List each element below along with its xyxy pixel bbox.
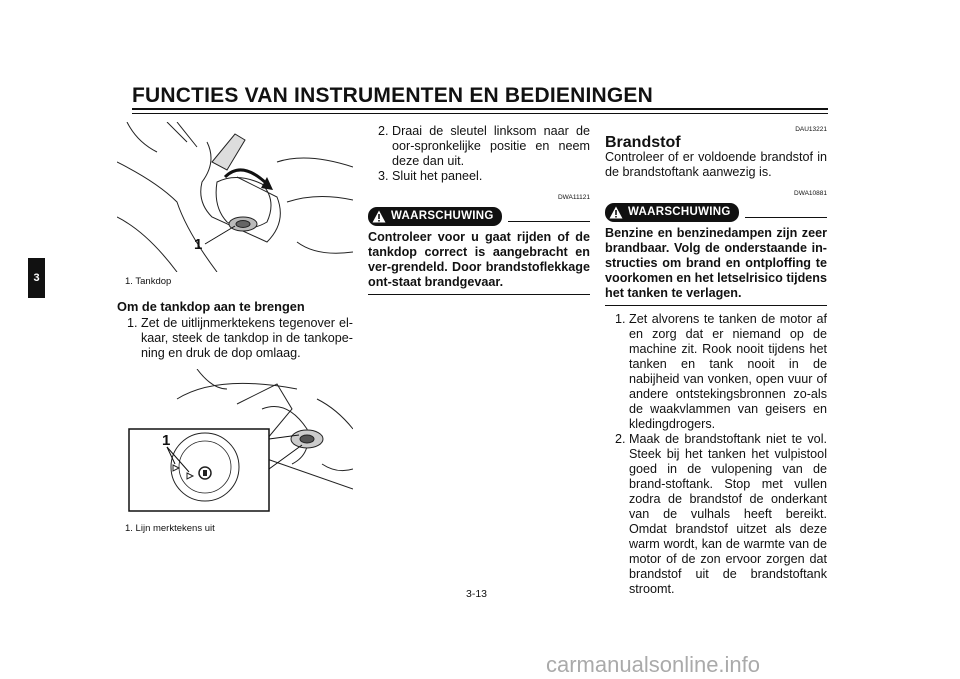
warning-text: Controleer voor u gaat rijden of de tankdop correct is aangebracht en ver-grendeld. Door brandstoflekkage ont-staat brandgevaar. xyxy=(368,230,590,295)
intro-text: Controleer of er voldoende brandstof in de brandstoftank aanwezig is. xyxy=(605,150,827,179)
step-text: Draai de sleutel linksom naar de oor-spronkelijke positie en neem deze dan uit. xyxy=(392,124,590,168)
title-rule-thin xyxy=(132,113,828,114)
title-rule xyxy=(132,108,828,110)
figure1-callout: 1 xyxy=(194,236,203,253)
warning-text: Benzine en benzinedampen zijn zeer brandbaar. Volg de onderstaande in-structies om brand en ontploffing te voorkomen en het letselrisico tijdens het tanken te verlagen. xyxy=(605,226,827,306)
warning-triangle-icon xyxy=(609,206,623,219)
column-middle xyxy=(368,122,590,295)
warning-triangle-icon xyxy=(372,210,386,223)
page-title: FUNCTIES VAN INSTRUMENTEN EN BEDIENINGEN xyxy=(132,84,653,107)
warning-label: WAARSCHUWING xyxy=(628,206,731,218)
step-number: 1. xyxy=(615,312,626,326)
step-item xyxy=(368,124,590,169)
column-right xyxy=(605,122,827,597)
warning-rule xyxy=(508,221,590,222)
warning-header xyxy=(368,207,590,226)
alignment-marks-illustration xyxy=(117,369,353,519)
step-number: 2. xyxy=(378,124,389,138)
steps-list-middle xyxy=(368,124,590,184)
column-left xyxy=(117,122,353,536)
figure2-caption: 1. Lijn merktekens uit xyxy=(125,523,215,534)
warning-header xyxy=(605,203,827,222)
steps-list-left xyxy=(117,316,353,361)
step-number: 1. xyxy=(127,316,138,330)
step-item xyxy=(605,312,827,432)
warning-label: WAARSCHUWING xyxy=(391,210,494,222)
figure2-callout: 1 xyxy=(162,432,171,449)
warning-code: DWA11121 xyxy=(557,194,590,201)
step-item xyxy=(368,169,590,184)
steps-list-right xyxy=(605,312,827,597)
step-text: Zet de uitlijnmerktekens tegenover el-kaar, steek de tankdop in de tankope-ning en druk de dop omlaag. xyxy=(141,316,353,360)
page-number: 3-13 xyxy=(466,588,488,600)
step-text: Sluit het paneel. xyxy=(392,169,483,183)
step-number: 2. xyxy=(615,432,626,446)
warning-rule xyxy=(745,217,827,218)
step-number: 3. xyxy=(378,169,389,183)
step-text: Zet alvorens te tanken de motor af en zorg dat er niemand op de machine zit. Rook nooit tijdens het tanken en tank nooit in de nabijheid van vonken, open vuur of andere ontstekingsbronnen zo-als de waakvlammen van geisers en kledingdrogers. xyxy=(629,312,827,431)
subheading-install-cap: Om de tankdop aan te brengen xyxy=(117,299,305,314)
figure-tank-cap xyxy=(117,122,353,272)
warning-code: DWA10881 xyxy=(794,190,827,197)
step-item xyxy=(605,432,827,597)
section-title: Brandstof xyxy=(605,134,681,151)
step-text: Maak de brandstoftank niet te vol. Steek bij het tanken het vulpistool goed in de vulopening van de brand-stoftank. Stop met vullen zodra de brandstof de onderkant van de vulhals heeft bereikt. Omdat brandstof uitzet als deze warm wordt, kan de warmte van de motor of de zon ervoor zorgen dat brandstof uit de brandstoftank stroomt. xyxy=(629,432,827,596)
step-item xyxy=(117,316,353,361)
warning-badge xyxy=(605,203,739,222)
chapter-tab: 3 xyxy=(28,258,45,298)
warning-badge xyxy=(368,207,502,226)
figure1-caption: 1. Tankdop xyxy=(125,276,172,287)
watermark: carmanualsonline.info xyxy=(546,652,761,677)
figure-alignment-marks xyxy=(117,369,353,519)
section-code: DAU13221 xyxy=(795,126,827,133)
tank-cap-illustration xyxy=(117,122,353,272)
